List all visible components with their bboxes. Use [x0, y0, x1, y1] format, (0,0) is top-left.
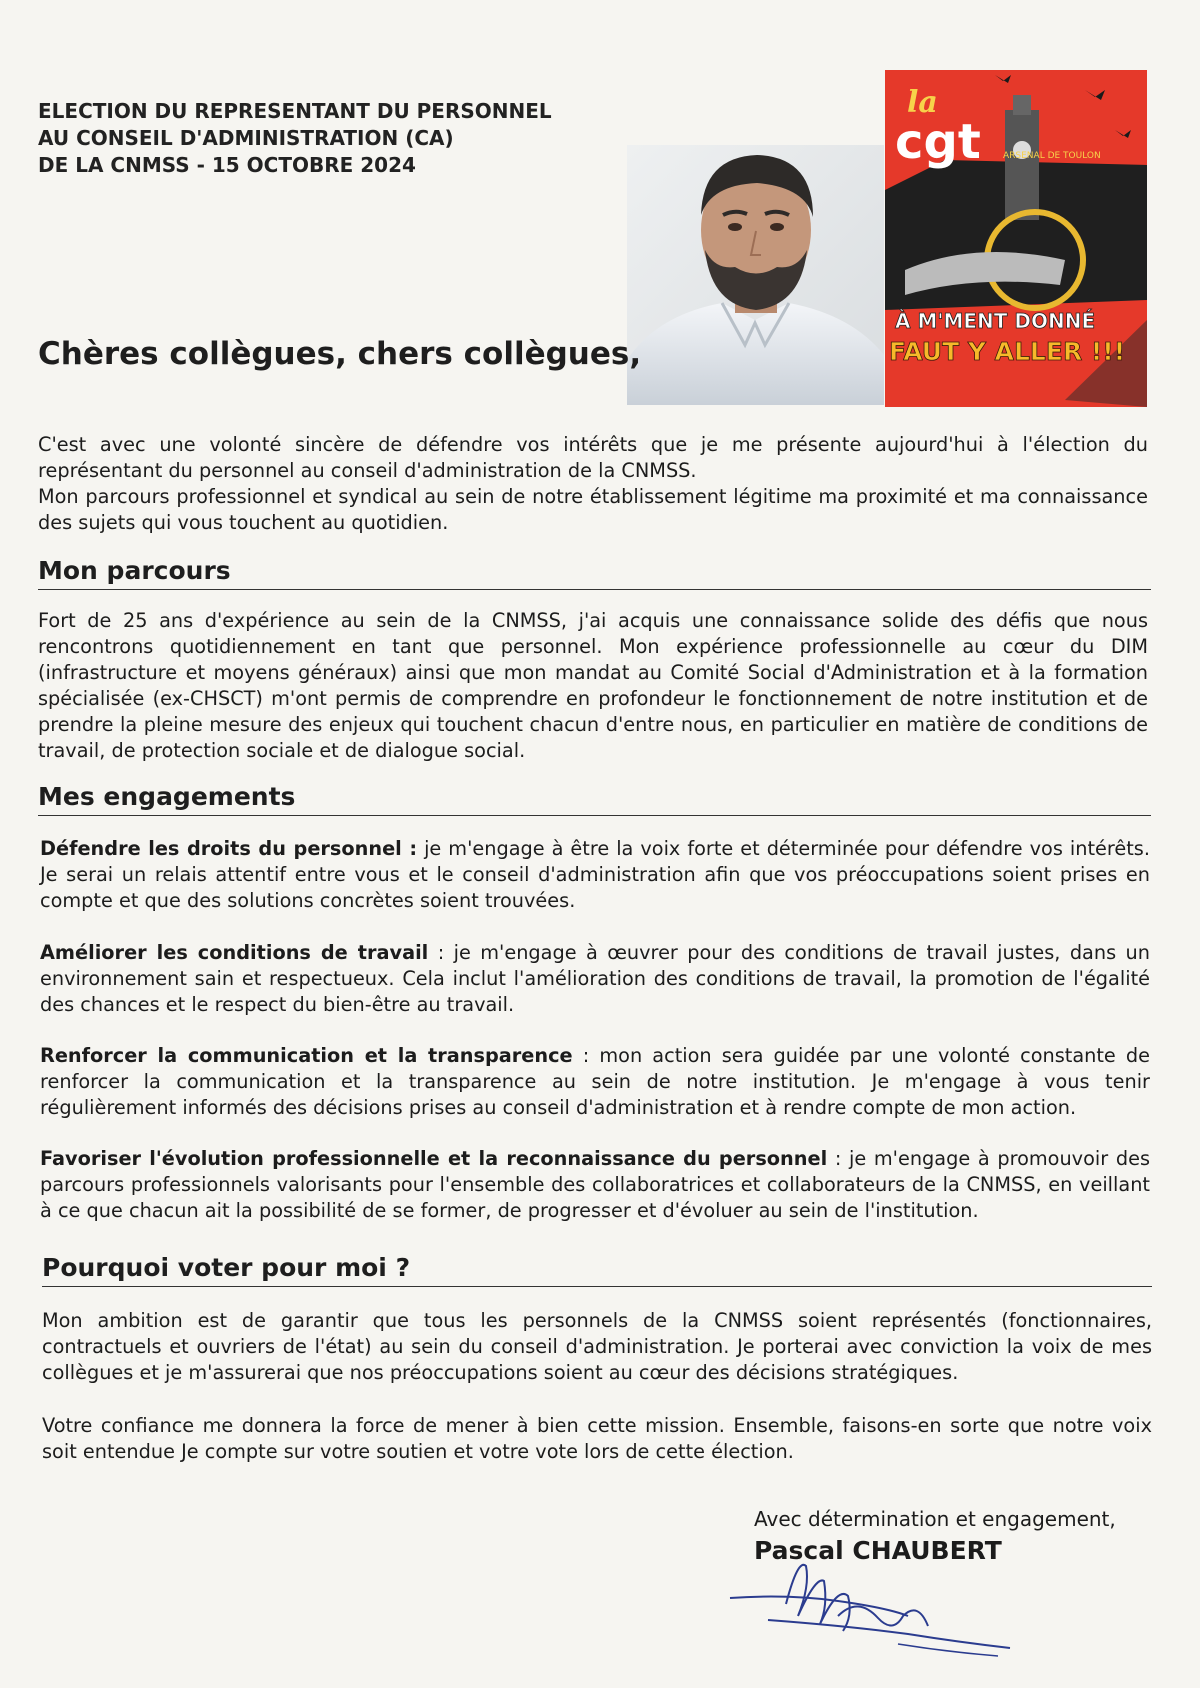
engagement-text: : mon action sera guidée par une volonté constante de renforcer la communication et la transparence au sein de notre institution. Je m'engage à vous tenir régulièrement informés des décisions prises au conseil d'administration et à rendre compte de mon action.	[40, 1044, 1151, 1119]
engagement-item	[40, 940, 1150, 1018]
cgt-poster	[885, 70, 1147, 407]
election-title-line: AU CONSEIL D'ADMINISTRATION (CA)	[38, 126, 454, 150]
engagement-item	[40, 1146, 1150, 1224]
poster-subtitle: ARSENAL DE TOULON	[1003, 151, 1101, 161]
poster-slogan-line2: FAUT Y ALLER !!!	[889, 337, 1126, 366]
intro-paragraph	[38, 432, 1148, 536]
election-title-line: ELECTION DU REPRESENTANT DU PERSONNEL	[38, 99, 552, 123]
intro-sentence: Mon parcours professionnel et syndical au sein de notre établissement légitime ma proximité et ma connaissance des sujets qui vous touchent au quotidien.	[38, 485, 1148, 534]
engagement-text: : je m'engage à promouvoir des parcours professionnels valorisants pour l'ensemble des collaboratrices et collaborateurs de la CNMSS, en veillant à ce que chacun ait la possibilité de se former, de progresser et d'évoluer au sein de l'institution.	[40, 1147, 1150, 1222]
candidate-photo	[627, 145, 884, 405]
election-title	[38, 98, 598, 179]
engagement-lead: Renforcer la communication et la transparence	[40, 1044, 573, 1067]
engagement-item	[40, 1043, 1150, 1121]
engagement-text: : je m'engage à œuvrer pour des conditions de travail justes, dans un environnement sain et respectueux. Cela inclut l'amélioration des conditions de travail, la promotion de l'égalité des chances et le respect du bien-être au travail.	[40, 941, 1150, 1016]
engagement-lead: Favoriser l'évolution professionnelle et la reconnaissance du personnel	[40, 1147, 828, 1170]
handwritten-signature	[728, 1556, 1018, 1676]
section-heading-parcours: Mon parcours	[38, 555, 1151, 590]
section-heading-engagements: Mes engagements	[38, 781, 1151, 816]
engagement-text: je m'engage à être la voix forte et déterminée pour défendre vos intérêts. Je serai un relais attentif entre vous et le conseil d'administration afin que vos préoccupations soient prises en compte et que des solutions concrètes soient trouvées.	[40, 837, 1150, 912]
engagement-lead: Défendre les droits du personnel :	[40, 837, 418, 860]
parcours-paragraph: Fort de 25 ans d'expérience au sein de la CNMSS, j'ai acquis une connaissance solide des défis que nous rencontrons quotidiennement en tant que personnel. Mon expérience professionnelle au cœur du DIM (infrastructure et moyens généraux) ainsi que mon mandat au Comité Social d'Administration et à la formation spécialisée (ex-CHSCT) m'ont permis de comprendre en profondeur le fonctionnement de notre institution et de prendre la pleine mesure des enjeux qui touchent chacun d'entre nous, en particulier en matière de conditions de travail, de protection sociale et de dialogue social.	[38, 609, 1148, 762]
signatory-name: Pascal CHAUBERT	[754, 1536, 1002, 1565]
closing-paragraph: Votre confiance me donnera la force de mener à bien cette mission. Ensemble, faisons-en sorte que notre voix soit entendue Je compte sur votre soutien et votre vote lors de cette élection.	[42, 1414, 1152, 1463]
election-title-line: DE LA CNMSS - 15 OCTOBRE 2024	[38, 153, 416, 177]
intro-sentence: C'est avec une volonté sincère de défendre vos intérêts que je me présente aujourd'hui à l'élection du représentant du personnel au conseil d'administration de la CNMSS.	[38, 433, 1148, 482]
engagement-item	[40, 836, 1150, 914]
poster-logo-top: la	[907, 85, 938, 120]
signature-closing: Avec détermination et engagement,	[754, 1507, 1116, 1531]
candidate-portrait-illustration	[627, 145, 884, 405]
poster-slogan-line1: À M'MENT DONNÉ	[895, 309, 1096, 333]
greeting: Chères collègues, chers collègues,	[38, 336, 642, 372]
section-heading-pourquoi: Pourquoi voter pour moi ?	[42, 1252, 1152, 1287]
cgt-poster-illustration	[885, 70, 1147, 407]
pourquoi-paragraph: Mon ambition est de garantir que tous les personnels de la CNMSS soient représentés (fonctionnaires, contractuels et ouvriers de l'état) au sein du conseil d'administration. Je porterai avec conviction la voix de mes collègues et je m'assurerai que nos préoccupations soient au cœur des décisions stratégiques.	[42, 1309, 1152, 1384]
engagement-lead: Améliorer les conditions de travail	[40, 941, 429, 964]
poster-logo-cgt: cgt	[895, 114, 981, 170]
